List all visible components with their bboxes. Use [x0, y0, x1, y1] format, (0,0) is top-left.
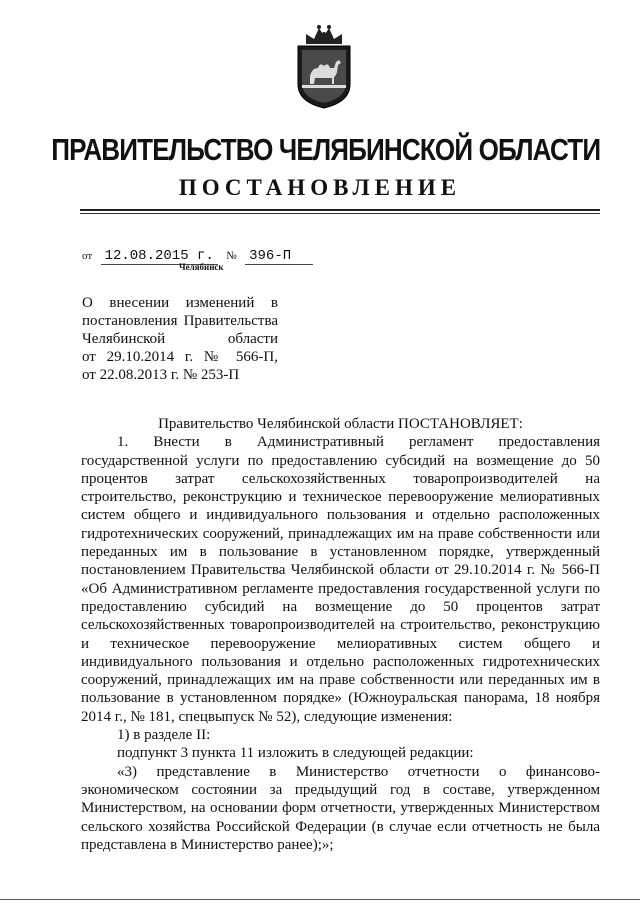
document-subject — [82, 294, 278, 384]
document-type: ПОСТАНОВЛЕНИЕ — [178, 175, 462, 200]
paragraph-3: подпункт 3 пункта 11 изложить в следующей редакции: — [117, 745, 474, 762]
paragraph-2: 1) в разделе II: — [117, 727, 211, 744]
paragraph-4: «3) представление в Министерство отчетности о финансово-экономическом состоянии за предыдущий год в составе, утвержденном Министерством, на основании форм отчетности, утвержденных Министерством сельского хозяйства Российской Федерации (в случае если отчетность не была представлена в Министерство ранее);»; — [81, 763, 600, 853]
subject-line: постановления Правительства — [82, 313, 278, 329]
paragraph-1: 1. Внести в Административный регламент предоставления государственной услуги по предоставлению субсидий на возмещение до 50 процентов затрат сельскохозяйственных товаропроизводителей на строительство, реконструкцию и техническое перевооружение мелиоративных систем общего и индивидуального пользования и отдельно расположенных гидротехнических сооружений, принадлежащих им на праве собственности или переданных им в пользование в установленном порядке, утвержденный постановлением Правительства Челябинской области от 29.10.2014 г. № 566-П «Об Административном регламенте предоставления государственной услуги по предоставлению субсидий на возмещение до 50 процентов затрат сельскохозяйственных товаропроизводителей на строительство, реконструкцию и техническое перевооружение мелиоративных систем общего и индивидуального пользования и отдельно расположенных гидротехнических сооружений, принадлежащих им на праве собственности или переданных им в пользование в установленном порядке» (Южноуральская панорама, 18 ноября 2014 г., № 181, спецвыпуск № 52), следующие изменения: — [81, 434, 600, 725]
resolution-intro: Правительство Челябинской области ПОСТАНОВЛЯЕТ: — [158, 416, 523, 432]
from-label: от — [82, 250, 93, 262]
document-city: Челябинск — [179, 262, 224, 272]
subject-line: от 29.10.2014 г. № 566-П, — [82, 349, 278, 365]
subject-line: Челябинской области — [82, 331, 278, 347]
document-number: 396-П — [245, 248, 313, 265]
title-divider — [80, 209, 600, 211]
government-title: ПРАВИТЕЛЬСТВО ЧЕЛЯБИНСКОЙ ОБЛАСТИ — [51, 132, 601, 167]
document-body — [81, 415, 600, 854]
document-date: 12.08.2015 г. — [101, 248, 218, 265]
page-bottom-edge — [0, 899, 640, 900]
subject-line: О внесении изменений в — [82, 295, 278, 311]
title-divider-thin — [80, 213, 600, 214]
subject-line: от 22.08.2013 г. № 253-П — [82, 367, 240, 383]
number-label: № — [226, 250, 237, 262]
coat-of-arms-icon — [292, 22, 356, 110]
